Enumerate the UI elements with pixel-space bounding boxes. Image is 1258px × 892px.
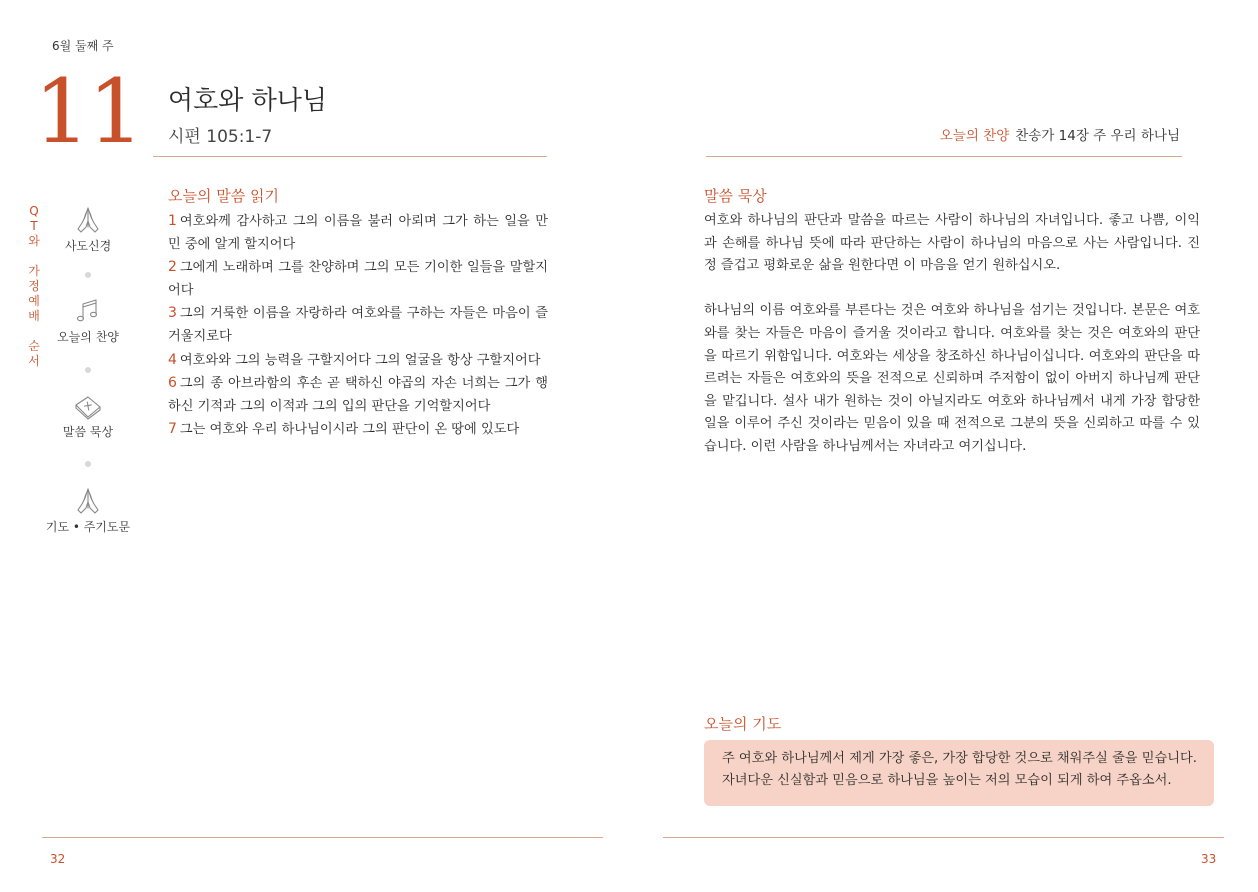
step-today-hymn [38, 296, 138, 345]
step-label: 말씀 묵상 [62, 425, 114, 439]
right-footer-rule [663, 837, 1224, 838]
verse-text: 그에게 노래하며 그를 찬양하며 그의 모든 기이한 일들을 말할지어다 [168, 260, 548, 298]
verse [168, 349, 548, 373]
verse-text: 여호와께 감사하고 그의 이름을 불러 아뢰며 그가 하는 일을 만민 중에 알게 할지어다 [168, 214, 548, 252]
scripture-reference: 시편 105:1-7 [168, 127, 273, 147]
left-header-rule [153, 156, 547, 157]
prayer-box [704, 740, 1214, 806]
vertical-char: 가 [28, 264, 40, 278]
vertical-char: 와 [28, 234, 40, 248]
hymn-text: 찬송가 14장 주 우리 하나님 [1015, 128, 1180, 144]
step-label: 기도 • 주기도문 [45, 520, 131, 534]
verse [168, 418, 548, 442]
vertical-char: 순 [28, 339, 40, 353]
prayer-text: 주 여호와 하나님께서 제게 가장 좋은, 가장 합당한 것으로 채워주실 줄을 믿습니다. 자녀다운 신실함과 믿음으로 하나님을 높이는 저의 모습이 되게 하여 주옵소서. [722, 751, 1197, 788]
step-separator-dot [85, 367, 91, 373]
vertical-char: Q [29, 204, 39, 218]
verse [168, 256, 548, 302]
bible-icon [72, 391, 104, 421]
meditation-paragraph: 하나님의 이름 여호와를 부른다는 것은 여호와 하나님을 섬기는 것입니다. 본문은 여호와를 찾는 자들은 마음이 즐거울 것이라고 합니다. 여호와를 찾는 것은 여호와의 판단을 따르기 위함입니다. 여호와는 세상을 창조하신 하나님이십니다. 여호와의 판단을 따르려는 자들은 여호와의 뜻을 전적으로 신뢰하며 주저함이 없이 아버지 하나님께 판단을 맡깁니다. 설사 내가 원하는 것이 아닐지라도 여호와 하나님께서 내게 가장 합당한 일을 이루어 주신 것이라는 믿음이 있을 때 전적으로 그분의 뜻을 신뢰하고 따를 수 있습니다. 이런 사람을 하나님께서는 자녀라고 여기십니다. [704, 303, 1200, 454]
step-label: 오늘의 찬양 [57, 330, 119, 344]
step-label: 사도신경 [64, 239, 112, 253]
page-title: 여호와 하나님 [168, 86, 327, 116]
meditation-heading: 말씀 묵상 [704, 187, 767, 205]
verse-list [168, 210, 548, 442]
verse [168, 210, 548, 256]
vertical-char: 정 [28, 279, 40, 293]
vertical-char: 서 [28, 354, 40, 368]
step-separator-dot [85, 461, 91, 467]
meditation-paragraph: 여호와 하나님의 판단과 말씀을 따르는 사람이 하나님의 자녀입니다. 좋고 나쁨, 이익과 손해를 하나님 뜻에 따라 판단하는 사람이 하나님의 마음으로 사는 사람입니다. 진정 즐겁고 평화로운 삶을 원한다면 이 마음을 얻기 원하십시오. [704, 213, 1200, 274]
verse-text: 여호와와 그의 능력을 구할지어다 그의 얼굴을 항상 구할지어다 [179, 352, 541, 368]
week-label: 6월 둘째 주 [52, 39, 114, 53]
reading-heading: 오늘의 말씀 읽기 [168, 187, 279, 205]
vertical-char: 예 [28, 294, 40, 308]
step-apostles-creed [38, 205, 138, 254]
hymn-info [940, 124, 1180, 144]
vertical-char: T [30, 219, 38, 233]
verse-number: 1 [168, 213, 177, 229]
prayer-heading: 오늘의 기도 [704, 715, 782, 733]
day-number: 11 [34, 60, 142, 163]
music-note-icon [72, 296, 104, 326]
right-header-rule [706, 156, 1182, 157]
verse-number: 4 [168, 351, 177, 368]
verse-number: 6 [168, 375, 177, 392]
left-footer-rule [42, 837, 603, 838]
verse-text: 그는 여호와 우리 하나님이시라 그의 판단이 온 땅에 있도다 [179, 422, 520, 438]
step-separator-dot [85, 272, 91, 278]
hymn-label: 오늘의 찬양 [939, 128, 1010, 144]
step-meditation [38, 391, 138, 440]
verse [168, 302, 548, 348]
vertical-char: 배 [28, 309, 40, 323]
praying-hands-icon [72, 486, 104, 516]
meditation-body [704, 210, 1200, 481]
step-prayer [38, 486, 138, 535]
praying-hands-icon [72, 205, 104, 235]
verse-number: 3 [168, 305, 177, 322]
verse-number: 2 [168, 259, 177, 276]
verse-text: 그의 종 아브라함의 후손 곧 택하신 야곱의 자손 너희는 그가 행하신 기적과 그의 이적과 그의 입의 판단을 기억할지어다 [168, 376, 548, 414]
verse-number: 7 [168, 421, 177, 438]
verse-text: 그의 거룩한 이름을 자랑하라 여호와를 구하는 자들은 마음이 즐거울지로다 [168, 306, 548, 344]
verse [168, 372, 548, 418]
page-number-right: 33 [1201, 852, 1217, 866]
page-number-left: 32 [50, 852, 66, 866]
